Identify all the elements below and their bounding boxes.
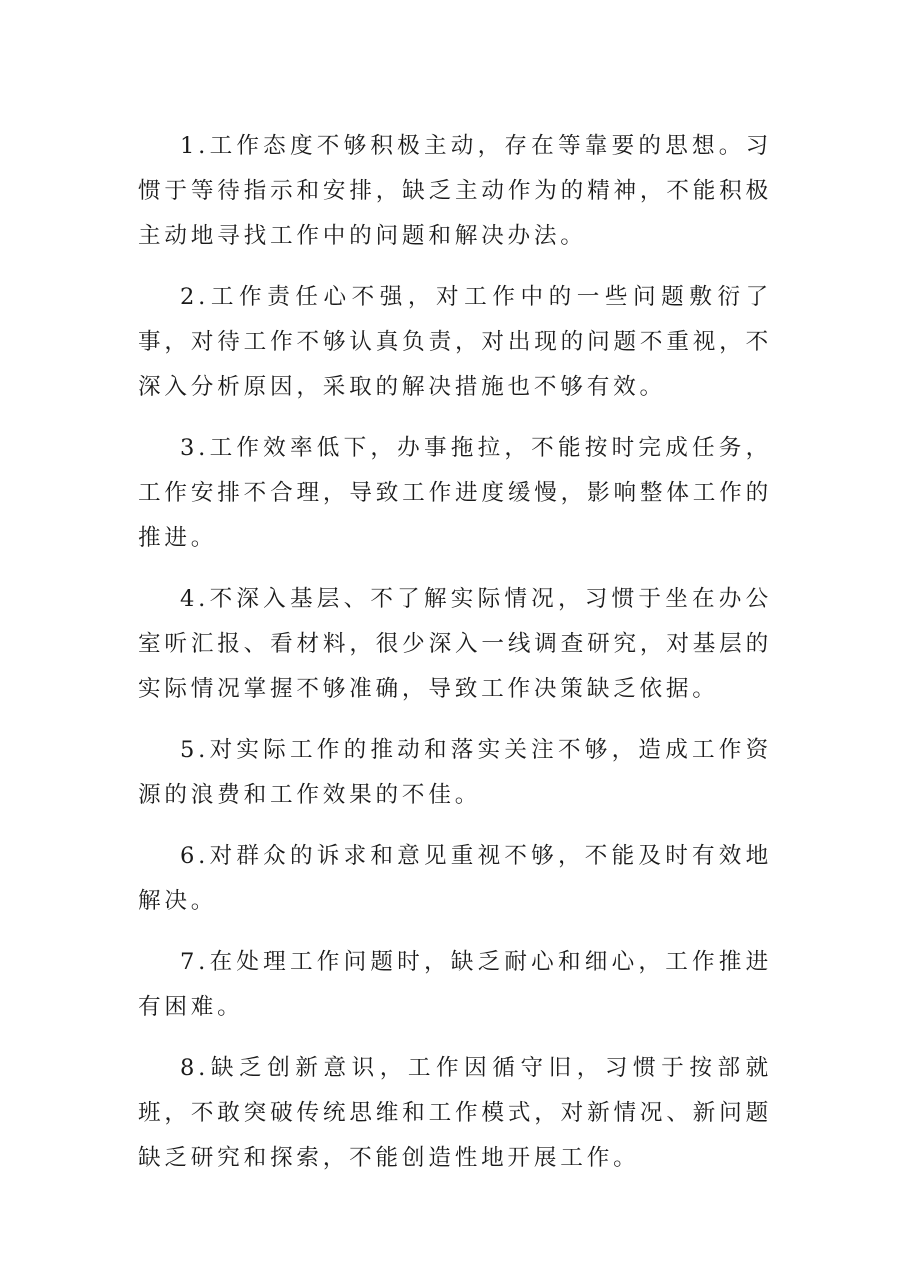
paragraph-8: 8.缺乏创新意识，工作因循守旧，习惯于按部就班，不敢突破传统思维和工作模式，对新情况、新问题缺乏研究和探索，不能创造性地开展工作。 bbox=[138, 1055, 772, 1171]
paragraph-4: 4.不深入基层、不了解实际情况，习惯于坐在办公室听汇报、看材料，很少深入一线调查研究，对基层的实际情况掌握不够准确，导致工作决策缺乏依据。 bbox=[138, 586, 772, 702]
paragraph-3: 3.工作效率低下，办事拖拉，不能按时完成任务，工作安排不合理，导致工作进度缓慢，影响整体工作的推进。 bbox=[138, 435, 772, 551]
paragraph-7: 7.在处理工作问题时，缺乏耐心和细心，工作推进有困难。 bbox=[138, 949, 772, 1020]
paragraph-5: 5.对实际工作的推动和落实关注不够，造成工作资源的浪费和工作效果的不佳。 bbox=[138, 737, 772, 808]
document-body bbox=[138, 124, 772, 1197]
paragraph-6: 6.对群众的诉求和意见重视不够，不能及时有效地解决。 bbox=[138, 843, 772, 914]
paragraph-2: 2.工作责任心不强，对工作中的一些问题敷衍了事，对待工作不够认真负责，对出现的问题不重视，不深入分析原因，采取的解决措施也不够有效。 bbox=[138, 284, 772, 400]
paragraph-1: 1.工作态度不够积极主动，存在等靠要的思想。习惯于等待指示和安排，缺乏主动作为的精神，不能积极主动地寻找工作中的问题和解决办法。 bbox=[138, 133, 772, 249]
